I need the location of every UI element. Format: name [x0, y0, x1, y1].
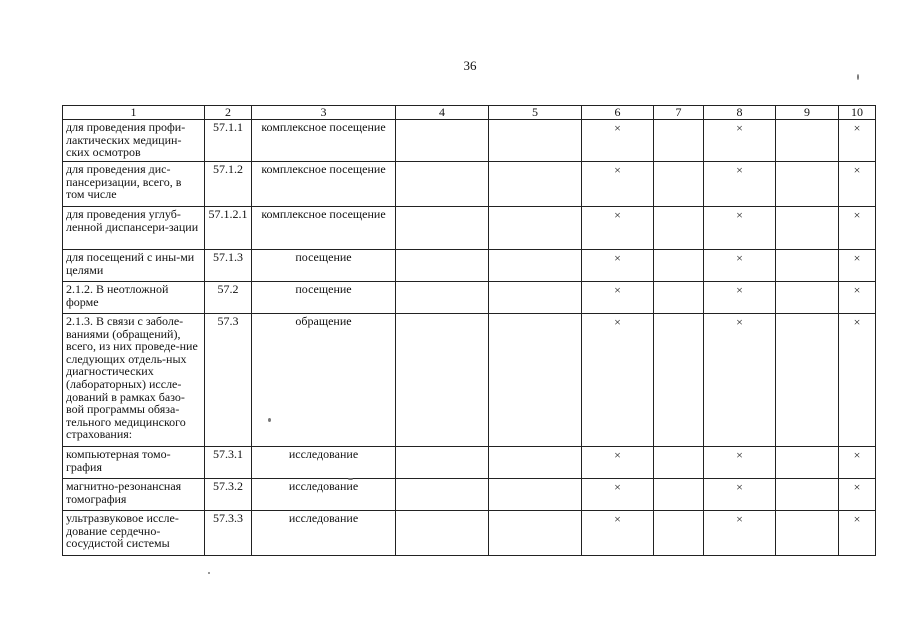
row-unit-cell: обращение: [252, 314, 396, 447]
cross-mark-cell: ×: [582, 314, 654, 447]
empty-cell: [489, 250, 582, 282]
empty-cell: [396, 314, 489, 447]
row-unit-cell: исследование: [252, 511, 396, 556]
table-header-row: [63, 106, 876, 120]
empty-cell: [654, 162, 704, 207]
row-code-cell: 57.1.2.1: [205, 207, 252, 250]
cross-mark-cell: ×: [582, 250, 654, 282]
empty-cell: [776, 250, 839, 282]
scan-speck: [208, 572, 210, 574]
empty-cell: [776, 447, 839, 479]
column-header: 3: [252, 106, 396, 120]
empty-cell: [489, 120, 582, 162]
empty-cell: [776, 120, 839, 162]
row-code-cell: 57.1.2: [205, 162, 252, 207]
cross-mark-cell: ×: [839, 447, 876, 479]
empty-cell: [654, 511, 704, 556]
empty-cell: [489, 207, 582, 250]
cross-mark-cell: ×: [704, 162, 776, 207]
row-code-cell: 57.3.3: [205, 511, 252, 556]
column-header: 8: [704, 106, 776, 120]
table-row: [63, 207, 876, 250]
empty-cell: [654, 120, 704, 162]
empty-cell: [489, 314, 582, 447]
empty-cell: [776, 479, 839, 511]
column-header: 6: [582, 106, 654, 120]
row-unit-cell: посещение: [252, 282, 396, 314]
table-row: [63, 314, 876, 447]
row-code-cell: 57.1.3: [205, 250, 252, 282]
column-header: 1: [63, 106, 205, 120]
row-code-cell: 57.3.1: [205, 447, 252, 479]
empty-cell: [654, 207, 704, 250]
empty-cell: [654, 314, 704, 447]
row-name-cell: для проведения дис-пансеризации, всего, в том числе: [63, 162, 205, 207]
cross-mark-cell: ×: [839, 162, 876, 207]
cross-mark-cell: ×: [839, 479, 876, 511]
cross-mark-cell: ×: [704, 207, 776, 250]
empty-cell: [654, 250, 704, 282]
cross-mark-cell: ×: [839, 250, 876, 282]
cross-mark-cell: ×: [582, 207, 654, 250]
column-header: 9: [776, 106, 839, 120]
scan-speck: [348, 478, 353, 480]
empty-cell: [396, 511, 489, 556]
cross-mark-cell: ×: [704, 479, 776, 511]
cross-mark-cell: ×: [582, 511, 654, 556]
cross-mark-cell: ×: [704, 511, 776, 556]
row-name-cell: компьютерная томо-графия: [63, 447, 205, 479]
empty-cell: [396, 207, 489, 250]
row-code-cell: 57.2: [205, 282, 252, 314]
row-name-cell: для проведения профи-лактических медицин-ских осмотров: [63, 120, 205, 162]
row-name-cell: 2.1.2. В неотложной форме: [63, 282, 205, 314]
empty-cell: [489, 282, 582, 314]
table-row: [63, 479, 876, 511]
empty-cell: [489, 479, 582, 511]
empty-cell: [654, 479, 704, 511]
cross-mark-cell: ×: [839, 120, 876, 162]
empty-cell: [489, 162, 582, 207]
cross-mark-cell: ×: [582, 447, 654, 479]
cross-mark-cell: ×: [704, 314, 776, 447]
empty-cell: [776, 162, 839, 207]
table-row: [63, 282, 876, 314]
empty-cell: [396, 282, 489, 314]
column-header: 5: [489, 106, 582, 120]
cross-mark-cell: ×: [582, 162, 654, 207]
cross-mark-cell: ×: [839, 314, 876, 447]
data-table: [62, 105, 876, 556]
empty-cell: [776, 511, 839, 556]
empty-cell: [776, 282, 839, 314]
cross-mark-cell: ×: [704, 447, 776, 479]
empty-cell: [396, 250, 489, 282]
cross-mark-cell: ×: [582, 282, 654, 314]
empty-cell: [776, 207, 839, 250]
row-name-cell: ультразвуковое иссле-дование сердечно-сосудистой системы: [63, 511, 205, 556]
row-unit-cell: исследование: [252, 479, 396, 511]
empty-cell: [489, 447, 582, 479]
scan-speck: [268, 418, 271, 422]
cross-mark-cell: ×: [704, 120, 776, 162]
empty-cell: [396, 120, 489, 162]
table-row: [63, 511, 876, 556]
empty-cell: [654, 282, 704, 314]
empty-cell: [396, 162, 489, 207]
row-code-cell: 57.1.1: [205, 120, 252, 162]
table-row: [63, 120, 876, 162]
page-number: 36: [463, 58, 477, 73]
cross-mark-cell: ×: [839, 282, 876, 314]
column-header: 4: [396, 106, 489, 120]
cross-mark-cell: ×: [704, 250, 776, 282]
row-unit-cell: посещение: [252, 250, 396, 282]
row-code-cell: 57.3: [205, 314, 252, 447]
table-row: [63, 162, 876, 207]
row-code-cell: 57.3.2: [205, 479, 252, 511]
column-header: 10: [839, 106, 876, 120]
scan-speck: [857, 74, 859, 80]
empty-cell: [396, 479, 489, 511]
empty-cell: [489, 511, 582, 556]
table-row: [63, 250, 876, 282]
row-unit-cell: комплексное посещение: [252, 162, 396, 207]
cross-mark-cell: ×: [704, 282, 776, 314]
cross-mark-cell: ×: [839, 207, 876, 250]
column-header: 2: [205, 106, 252, 120]
cross-mark-cell: ×: [582, 120, 654, 162]
row-name-cell: для посещений с ины-ми целями: [63, 250, 205, 282]
row-unit-cell: комплексное посещение: [252, 207, 396, 250]
empty-cell: [654, 447, 704, 479]
row-name-cell: магнитно-резонансная томография: [63, 479, 205, 511]
row-unit-cell: комплексное посещение: [252, 120, 396, 162]
row-name-cell: 2.1.3. В связи с заболе-ваниями (обращений), всего, из них проведе-ние следующих отдель-ных диагностических (лабораторных) иссле-дований в рамках базо-вой программы обяза-тельного медицинского страхования:: [63, 314, 205, 447]
cross-mark-cell: ×: [582, 479, 654, 511]
empty-cell: [396, 447, 489, 479]
column-header: 7: [654, 106, 704, 120]
empty-cell: [776, 314, 839, 447]
row-unit-cell: исследование: [252, 447, 396, 479]
row-name-cell: для проведения углуб-ленной диспансери-зации: [63, 207, 205, 250]
cross-mark-cell: ×: [839, 511, 876, 556]
table-row: [63, 447, 876, 479]
